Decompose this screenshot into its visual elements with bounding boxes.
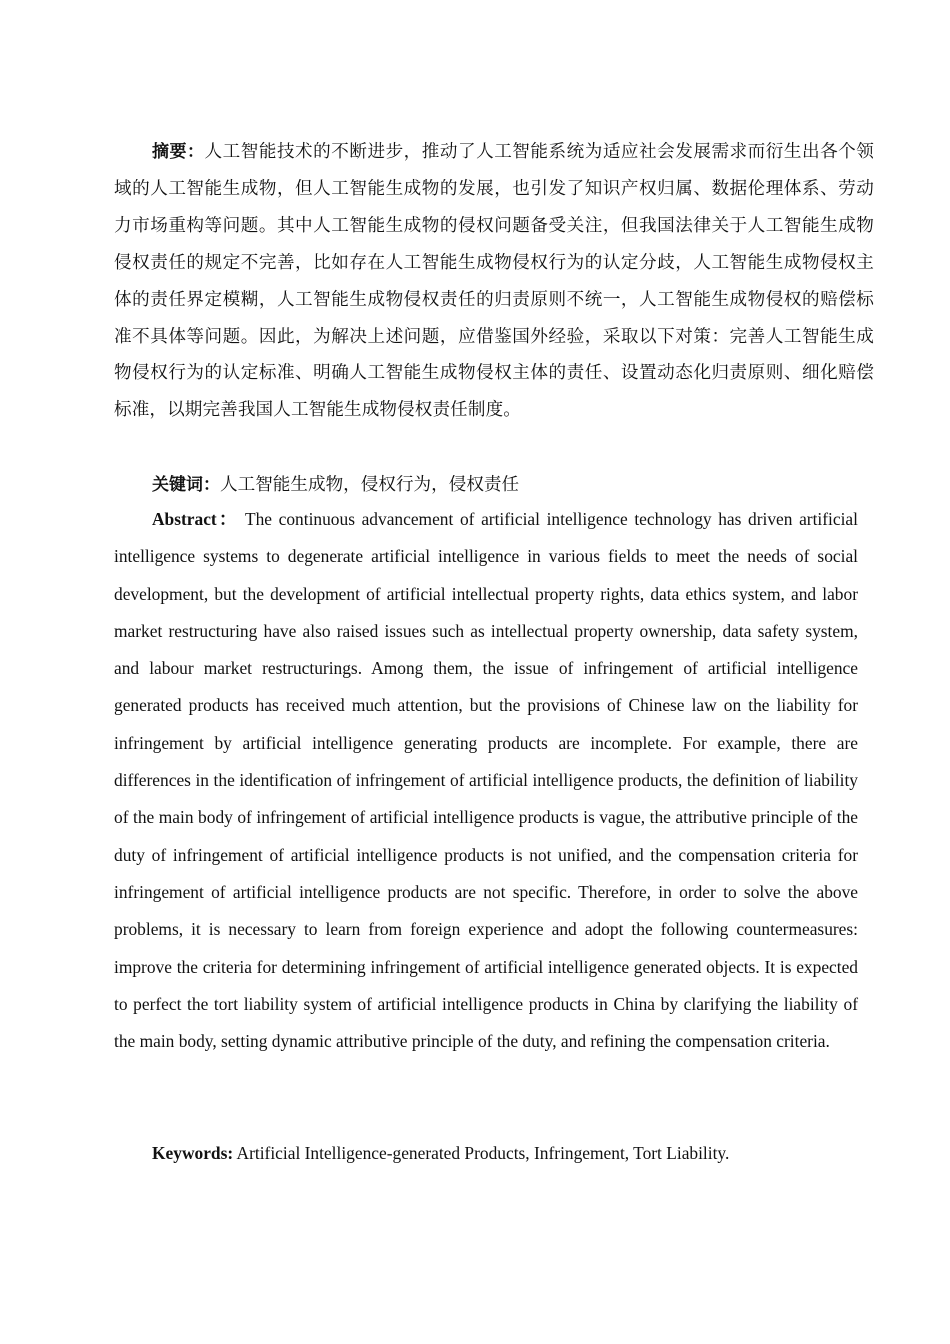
chinese-keywords-label: 关键词： [152, 475, 220, 495]
english-keywords [114, 1135, 858, 1171]
english-abstract-label: Abstract： [152, 509, 239, 529]
english-abstract [114, 501, 858, 1060]
english-keywords-text: Artificial Intelligence-generated Products, Infringement, Tort Liability. [236, 1143, 730, 1163]
chinese-keywords-text: 人工智能生成物，侵权行为，侵权责任 [220, 475, 520, 495]
english-abstract-text: The continuous advancement of artificial intelligence technology has driven artificial intelligence systems to degenerate artificial intelligence in various fields to meet the needs of social development, but the development of artificial intellectual property rights, data ethics system, and labor market restructuring have also raised issues such as intellectual property ownership, data safety system, and labour market restructurings. Among them, the issue of infringement of artificial intelligence generated products has received much attention, but the provisions of Chinese law on the liability for infringement by artificial intelligence generating products are incomplete. For example, there are differences in the identification of infringement of artificial intelligence products, the definition of liability of the main body of infringement of artificial intelligence products is vague, the attributive principle of the duty of infringement of artificial intelligence products is not unified, and the compensation criteria for infringement of artificial intelligence products are not specific. Therefore, in order to solve the above problems, it is necessary to learn from foreign experience and adopt the following countermeasures: improve the criteria for determining infringement of artificial intelligence generated objects. It is expected to perfect the tort liability system of artificial intelligence products in China by clarifying the liability of the main body, setting dynamic attributive principle of the duty, and refining the compensation criteria. [114, 509, 858, 1052]
chinese-abstract-text: 人工智能技术的不断进步，推动了人工智能系统为适应社会发展需求而衍生出各个领域的人工智能生成物，但人工智能生成物的发展，也引发了知识产权归属、数据伦理体系、劳动力市场重构等问题。其中人工智能生成物的侵权问题备受关注，但我国法律关于人工智能生成物侵权责任的规定不完善，比如存在人工智能生成物侵权行为的认定分歧，人工智能生成物侵权主体的责任界定模糊，人工智能生成物侵权责任的归责原则不统一，人工智能生成物侵权的赔偿标准不具体等问题。因此，为解决上述问题，应借鉴国外经验，采取以下对策：完善人工智能生成物侵权行为的认定标准、明确人工智能生成物侵权主体的责任、设置动态化归责原则、细化赔偿标准，以期完善我国人工智能生成物侵权责任制度。 [114, 142, 874, 421]
chinese-abstract [114, 134, 874, 429]
chinese-keywords [114, 467, 858, 503]
english-keywords-label: Keywords: [152, 1143, 234, 1163]
chinese-abstract-label: 摘要： [152, 142, 205, 162]
